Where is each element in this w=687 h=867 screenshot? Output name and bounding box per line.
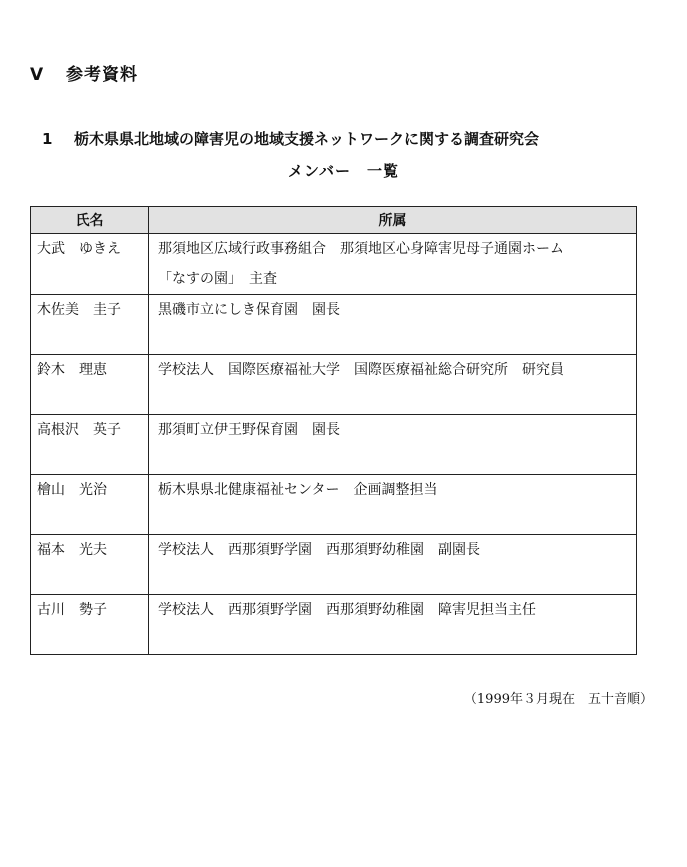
- member-affiliation: [149, 595, 637, 655]
- name-column-header: 氏名: [31, 207, 149, 234]
- footnote: （1999年３月現在 五十音順）: [463, 692, 653, 707]
- member-list-title: メンバー 一覧: [288, 162, 399, 180]
- member-affiliation: [149, 234, 637, 295]
- affiliation-line: 「なすの園」 主査: [158, 271, 277, 287]
- affiliation-column-header: 所属: [149, 207, 637, 234]
- affiliation-line: 那須町立伊王野保育園 園長: [158, 422, 340, 438]
- subsection-title: 栃木県県北地域の障害児の地域支援ネットワークに関する調査研究会: [74, 130, 540, 148]
- affiliation-line: 栃木県県北健康福祉センター 企画調整担当: [158, 482, 438, 498]
- table-row: [31, 595, 637, 655]
- member-name: 鈴木 理恵: [31, 355, 149, 415]
- member-affiliation: [149, 415, 637, 475]
- table-row: [31, 234, 637, 295]
- section-number: V: [30, 65, 45, 85]
- member-name: 檜山 光治: [31, 475, 149, 535]
- table-row: [31, 295, 637, 355]
- member-affiliation: [149, 535, 637, 595]
- table-header-row: [31, 207, 637, 234]
- affiliation-line: 学校法人 国際医療福祉大学 国際医療福祉総合研究所 研究員: [158, 362, 564, 378]
- member-name: 高根沢 英子: [31, 415, 149, 475]
- table-row: [31, 535, 637, 595]
- table-row: [31, 355, 637, 415]
- member-name: 木佐美 圭子: [31, 295, 149, 355]
- member-affiliation: [149, 475, 637, 535]
- affiliation-line: 黒磯市立にしき保育園 園長: [158, 302, 340, 318]
- section-heading: [30, 60, 138, 85]
- affiliation-line: 学校法人 西那須野学園 西那須野幼稚園 副園長: [158, 542, 480, 558]
- member-name: 福本 光夫: [31, 535, 149, 595]
- member-name: 古川 勢子: [31, 595, 149, 655]
- member-affiliation: [149, 295, 637, 355]
- member-name: 大武 ゆきえ: [31, 234, 149, 295]
- section-title: 参考資料: [66, 65, 138, 85]
- subsection-number: 1: [42, 130, 53, 148]
- affiliation-line: 那須地区広域行政事務組合 那須地区心身障害児母子通園ホーム: [158, 241, 564, 257]
- subsection-heading: [42, 128, 539, 149]
- member-affiliation: [149, 355, 637, 415]
- affiliation-line: 学校法人 西那須野学園 西那須野幼稚園 障害児担当主任: [158, 602, 536, 618]
- table-row: [31, 415, 637, 475]
- table-row: [31, 475, 637, 535]
- member-table: [30, 206, 637, 655]
